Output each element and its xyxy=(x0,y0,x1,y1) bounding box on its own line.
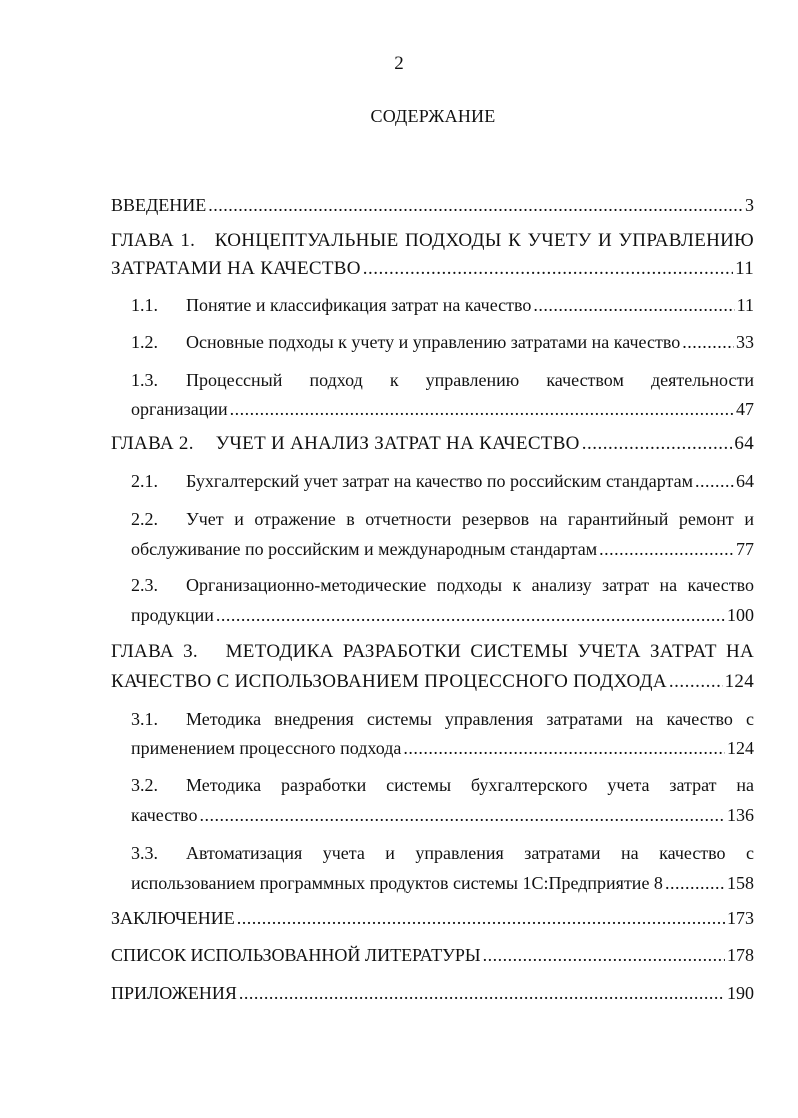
section-title-continued: качество xyxy=(131,805,198,825)
leader-dots xyxy=(363,256,733,282)
page-title: СОДЕРЖАНИЕ xyxy=(370,106,496,126)
section-title-continued: обслуживание по российским и международным стандартам xyxy=(131,539,598,559)
leader-dots xyxy=(599,536,734,562)
toc-entry-conclusion[interactable] xyxy=(111,905,754,931)
toc-section-3-1-line2[interactable] xyxy=(131,735,754,761)
section-title: Основные подходы к учету и управлению затратами на качество xyxy=(186,332,681,352)
chapter-label: ГЛАВА 3. xyxy=(111,641,198,662)
toc-entry-page: 178 xyxy=(727,945,754,965)
toc-entry-page: 124 xyxy=(724,671,754,692)
toc-entry-page: 124 xyxy=(727,738,754,758)
section-number: 2.2. xyxy=(131,509,158,529)
toc-section-2-3-line2[interactable] xyxy=(131,602,754,628)
leader-dots xyxy=(483,942,725,968)
toc-entry-page: 47 xyxy=(736,399,754,419)
toc-entry-page: 11 xyxy=(736,295,754,315)
section-title-continued: применением процессного подхода xyxy=(131,738,402,758)
toc-entry-page: 190 xyxy=(727,983,754,1003)
section-number: 3.1. xyxy=(131,709,158,729)
leader-dots xyxy=(695,468,734,494)
leader-dots xyxy=(237,905,725,931)
section-title: Методика разработки системы бухгалтерского учета затрат на xyxy=(186,775,754,795)
leader-dots xyxy=(216,602,725,628)
chapter-title-continued: КАЧЕСТВО С ИСПОЛЬЗОВАНИЕМ ПРОЦЕССНОГО ПОДХОДА xyxy=(111,671,667,692)
toc-entry-page: 77 xyxy=(736,539,754,559)
chapter-title: КОНЦЕПТУАЛЬНЫЕ ПОДХОДЫ К УЧЕТУ И УПРАВЛЕНИЮ xyxy=(214,230,754,251)
section-number: 1.1. xyxy=(131,295,158,315)
leader-dots xyxy=(682,329,734,355)
toc-entry-title: ПРИЛОЖЕНИЯ xyxy=(111,983,237,1003)
toc-entry-page: 33 xyxy=(736,332,754,352)
chapter-label: ГЛАВА 2. xyxy=(111,433,194,454)
toc-section-3-2-line2[interactable] xyxy=(131,802,754,828)
toc-chapter-1-line1[interactable] xyxy=(111,228,754,254)
chapter-label: ГЛАВА 1. xyxy=(111,230,196,251)
section-title: Методика внедрения системы управления затратами на качество с xyxy=(186,709,754,729)
toc-entry-appendices[interactable] xyxy=(111,980,754,1006)
toc-section-1-3-line2[interactable] xyxy=(131,396,754,422)
leader-dots xyxy=(199,802,725,828)
leader-dots xyxy=(403,735,725,761)
toc-entry-references[interactable] xyxy=(111,942,754,968)
leader-dots xyxy=(208,192,743,218)
section-title: Организационно-методические подходы к анализу затрат на качество xyxy=(186,575,754,595)
section-title-continued: использованием программных продуктов системы 1С:Предприятие 8 xyxy=(131,873,663,893)
toc-entry-page: 100 xyxy=(727,605,754,625)
toc-section-2-2-line2[interactable] xyxy=(131,536,754,562)
toc-entry-title: СПИСОК ИСПОЛЬЗОВАННОЙ ЛИТЕРАТУРЫ xyxy=(111,945,481,965)
toc-entry-page: 64 xyxy=(734,433,754,454)
toc-entry-title: ЗАКЛЮЧЕНИЕ xyxy=(111,908,235,928)
leader-dots xyxy=(533,292,734,318)
toc-section-2-2-line1[interactable] xyxy=(186,506,754,532)
toc-entry-page: 136 xyxy=(727,805,754,825)
leader-dots xyxy=(230,396,734,422)
toc-section-1-2[interactable] xyxy=(186,329,754,355)
section-title: Бухгалтерский учет затрат на качество по российским стандартам xyxy=(186,471,694,491)
toc-entry-page: 64 xyxy=(736,471,754,491)
chapter-title: УЧЕТ И АНАЛИЗ ЗАТРАТ НА КАЧЕСТВО xyxy=(215,433,580,454)
toc-entry-page: 173 xyxy=(727,908,754,928)
toc-section-1-3-line1[interactable] xyxy=(186,367,754,393)
toc-section-3-2-line1[interactable] xyxy=(186,772,754,798)
section-number: 1.3. xyxy=(131,370,158,390)
toc-chapter-3-line2[interactable] xyxy=(111,669,754,695)
toc-section-1-1[interactable] xyxy=(186,292,754,318)
leader-dots xyxy=(582,431,733,457)
leader-dots xyxy=(669,669,723,695)
section-title-continued: организации xyxy=(131,399,228,419)
leader-dots xyxy=(239,980,725,1006)
toc-section-2-3-line1[interactable] xyxy=(186,572,754,598)
toc-chapter-1-line2[interactable] xyxy=(111,256,754,282)
toc-chapter-3-line1[interactable] xyxy=(111,639,754,665)
section-title: Учет и отражение в отчетности резервов на гарантийный ремонт и xyxy=(186,509,754,529)
section-number: 3.3. xyxy=(131,843,158,863)
page-number: 2 xyxy=(394,53,404,74)
toc-section-3-1-line1[interactable] xyxy=(186,706,754,732)
section-title-continued: продукции xyxy=(131,605,214,625)
toc-chapter-2[interactable] xyxy=(111,431,754,457)
section-number: 1.2. xyxy=(131,332,158,352)
section-title: Процессный подход к управлению качеством деятельности xyxy=(186,370,754,390)
section-title: Понятие и классификация затрат на качество xyxy=(186,295,532,315)
toc-section-3-3-line1[interactable] xyxy=(186,840,754,866)
toc-entry-page: 11 xyxy=(735,258,754,279)
toc-entry-page: 158 xyxy=(727,873,754,893)
section-title: Автоматизация учета и управления затратами на качество с xyxy=(186,843,754,863)
toc-section-3-3-line2[interactable] xyxy=(131,870,754,896)
section-number: 2.3. xyxy=(131,575,158,595)
toc-entry-intro[interactable] xyxy=(111,192,754,218)
leader-dots xyxy=(665,870,725,896)
toc-entry-title: ВВЕДЕНИЕ xyxy=(111,195,207,215)
section-number: 3.2. xyxy=(131,775,158,795)
toc-section-2-1[interactable] xyxy=(186,468,754,494)
section-number: 2.1. xyxy=(131,471,158,491)
toc-entry-page: 3 xyxy=(745,195,754,215)
chapter-title: МЕТОДИКА РАЗРАБОТКИ СИСТЕМЫ УЧЕТА ЗАТРАТ НА xyxy=(225,641,754,662)
chapter-title-continued: ЗАТРАТАМИ НА КАЧЕСТВО xyxy=(111,258,361,279)
